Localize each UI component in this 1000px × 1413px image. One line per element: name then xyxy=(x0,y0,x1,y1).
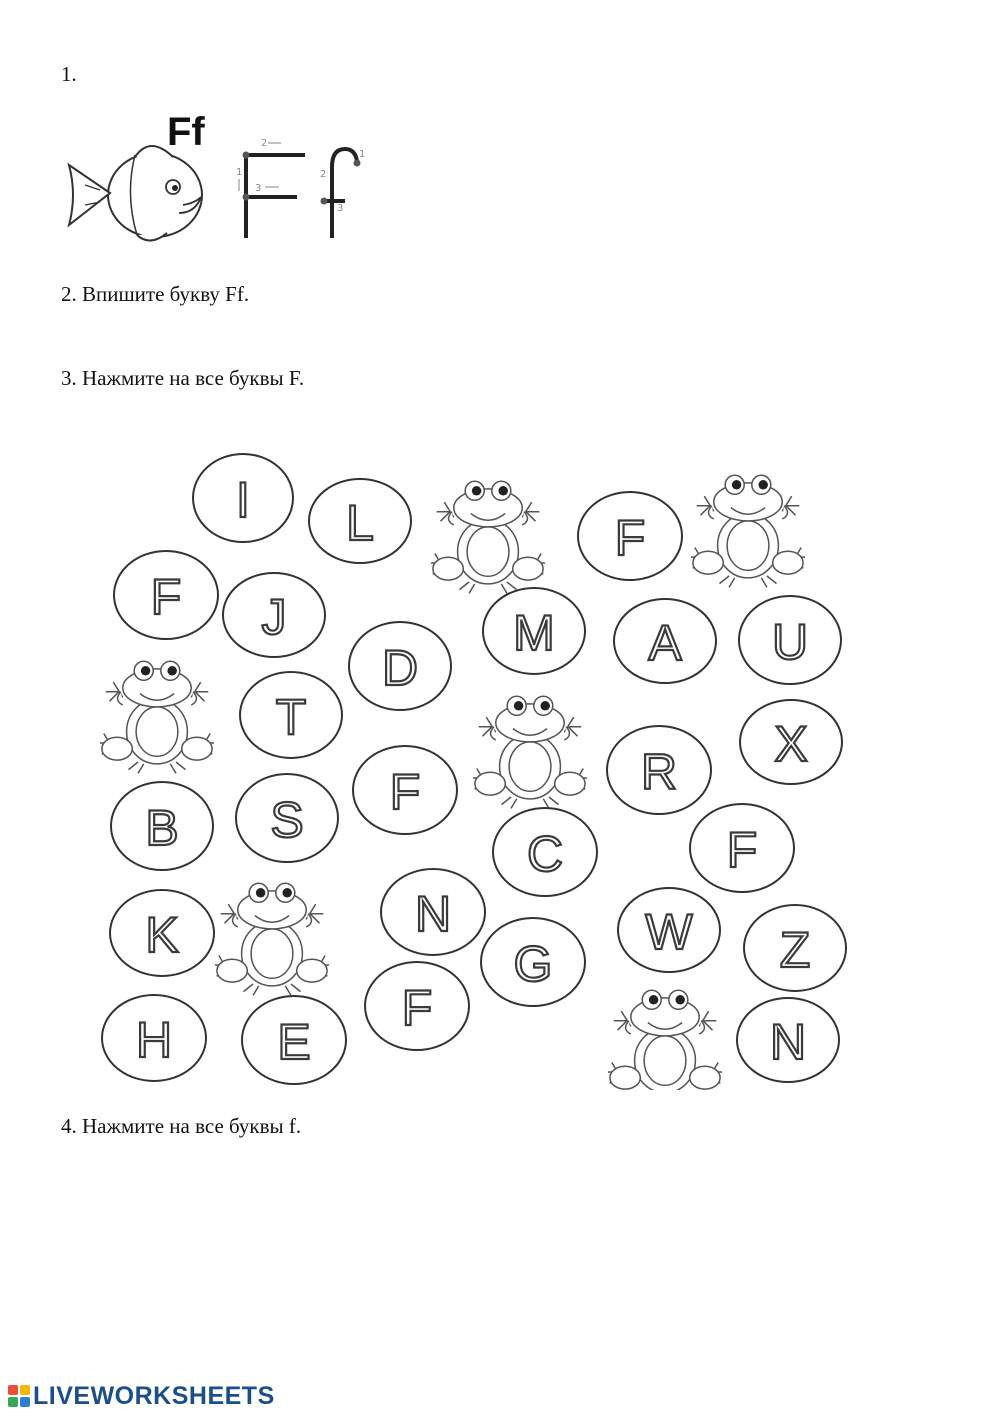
liveworksheets-footer xyxy=(8,1381,275,1411)
letter-bubble-Z-21[interactable] xyxy=(744,905,846,991)
bubble-letter-label: D xyxy=(381,640,419,696)
bubble-letter-label: I xyxy=(236,472,250,528)
bubble-letter-label: W xyxy=(645,904,693,960)
letter-bubble-W-20[interactable] xyxy=(618,888,720,972)
letter-bubble-A-8[interactable] xyxy=(614,599,716,683)
bubble-letter-label: M xyxy=(513,605,555,661)
letter-bubble-N-26[interactable] xyxy=(737,998,839,1082)
stroke-number-1-big: 1 xyxy=(236,167,243,178)
fish-icon xyxy=(69,146,202,241)
letter-bubble-C-16[interactable] xyxy=(493,808,597,896)
task-1-number: 1. xyxy=(61,62,77,86)
letter-bubble-T-10[interactable] xyxy=(240,672,342,758)
letter-bubble-J-5[interactable] xyxy=(223,573,325,657)
bubble-letter-label: L xyxy=(346,495,374,551)
bubble-letter-label: F xyxy=(614,510,646,566)
frog-icon xyxy=(100,661,214,773)
bubble-letter-label: G xyxy=(513,936,553,992)
letter-bubble-E-24[interactable] xyxy=(242,996,346,1084)
bubble-letter-label: J xyxy=(261,589,287,645)
bubble-letter-label: T xyxy=(275,689,307,745)
trace-letter-f xyxy=(320,149,365,238)
bubble-letter-label: K xyxy=(145,907,179,963)
bubble-letter-label: H xyxy=(135,1012,173,1068)
bubble-letter-label: Z xyxy=(779,922,811,978)
letter-bubble-U-9[interactable] xyxy=(739,596,841,684)
bubble-letter-label: S xyxy=(270,792,304,848)
stroke-number-2-small: 2 xyxy=(320,169,327,180)
bubble-letter-label: E xyxy=(277,1014,311,1070)
header-title-ff: Ff xyxy=(167,110,205,154)
bubble-letter-label: C xyxy=(526,826,564,882)
letter-bubble-N-19[interactable] xyxy=(381,869,485,955)
fish-letter-header xyxy=(55,105,385,250)
letter-bubble-R-11[interactable] xyxy=(607,726,711,814)
task-4-instruction: 4. Нажмите на все буквы f. xyxy=(61,1114,302,1138)
letter-bubble-M-7[interactable] xyxy=(483,588,585,674)
bubble-letter-label: A xyxy=(648,615,682,671)
trace-letter-F xyxy=(236,138,305,238)
bubble-letter-label: F xyxy=(150,569,182,625)
letter-bubble-X-12[interactable] xyxy=(740,700,842,784)
bubble-letter-label: U xyxy=(771,614,809,670)
letter-bubble-L-2[interactable] xyxy=(309,479,411,563)
letter-bubble-F-3[interactable] xyxy=(578,492,682,580)
frog-icon xyxy=(608,990,722,1090)
stroke-number-1-small: 1 xyxy=(359,149,366,160)
letter-bubble-S-15[interactable] xyxy=(236,774,338,862)
stroke-number-2-big: 2 xyxy=(261,138,268,149)
bubble-letter-label: N xyxy=(769,1014,807,1070)
bubble-letter-label: X xyxy=(774,716,808,772)
frog-icon xyxy=(473,696,587,808)
letter-bubble-board xyxy=(85,440,875,1090)
letter-bubble-D-6[interactable] xyxy=(349,622,451,710)
liveworksheets-logo-icon xyxy=(8,1385,30,1407)
letter-bubble-F-17[interactable] xyxy=(690,804,794,892)
frog-icon xyxy=(215,883,329,995)
letter-bubble-B-14[interactable] xyxy=(111,782,213,870)
letter-bubble-F-25[interactable] xyxy=(365,962,469,1050)
letter-bubble-G-22[interactable] xyxy=(481,918,585,1006)
frog-icon xyxy=(691,475,805,587)
bubble-letter-label: N xyxy=(414,886,452,942)
letter-bubble-K-18[interactable] xyxy=(110,890,214,976)
stroke-number-3-small: 3 xyxy=(337,203,344,214)
letter-bubble-F-4[interactable] xyxy=(114,551,218,639)
letter-bubble-H-23[interactable] xyxy=(102,995,206,1081)
bubble-letter-label: F xyxy=(401,980,433,1036)
task-3-instruction: 3. Нажмите на все буквы F. xyxy=(61,366,305,390)
liveworksheets-brand: LIVEWORKSHEETS xyxy=(33,1381,275,1410)
bubble-letter-label: R xyxy=(640,744,678,800)
stroke-number-3-big: 3 xyxy=(255,183,262,194)
bubble-letter-label: B xyxy=(145,800,179,856)
task-2-instruction: 2. Впишите букву Ff. xyxy=(61,282,250,306)
bubble-letter-label: F xyxy=(389,764,421,820)
frog-icon xyxy=(431,481,545,593)
letter-bubble-F-13[interactable] xyxy=(353,746,457,834)
bubble-letter-label: F xyxy=(726,822,758,878)
letter-bubble-I-1[interactable] xyxy=(193,454,293,542)
